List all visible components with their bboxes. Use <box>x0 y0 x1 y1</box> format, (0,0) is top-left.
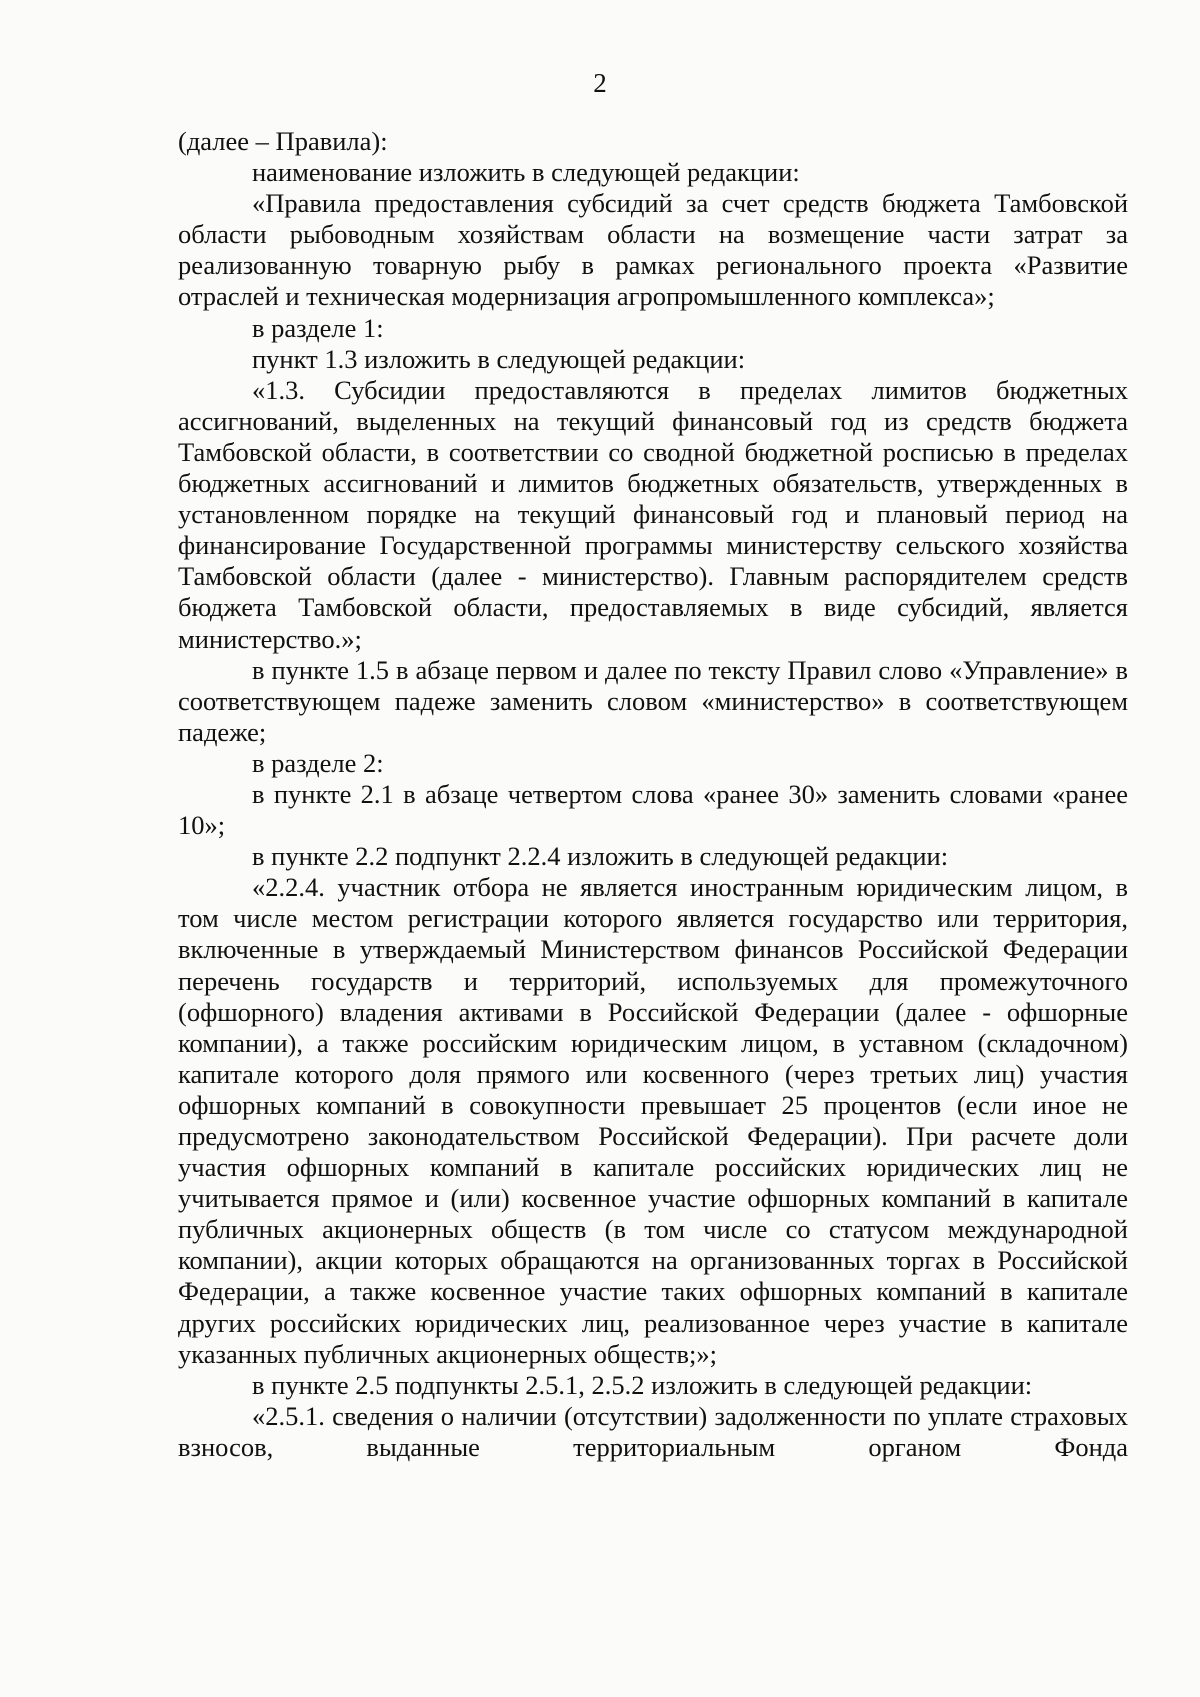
page-number: 2 <box>593 68 607 98</box>
paragraph: в пункте 2.5 подпункты 2.5.1, 2.5.2 изложить в следующей редакции: <box>252 1369 1033 1400</box>
paragraph: в пункте 2.1 в абзаце четвертом слова «ранее 30» заменить словами «ранее 10»; <box>178 778 1128 841</box>
paragraph: «Правила предоставления субсидий за счет средств бюджета Тамбовской области рыбоводным хозяйствам области на возмещение части затрат за реализованную товарную рыбу в рамках регионального проекта «Развитие отраслей и техническая модернизация агропромышленного комплекса»; <box>178 188 1128 312</box>
paragraph: в пункте 1.5 в абзаце первом и далее по тексту Правил слово «Управление» в соответствующем падеже заменить словом «министерство» в соответствующем падеже; <box>178 654 1128 747</box>
paragraph: «2.5.1. сведения о наличии (отсутствии) задолженности по уплате страховых взносов, выданные территориальным органом Фонда <box>178 1400 1128 1462</box>
paragraph: пункт 1.3 изложить в следующей редакции: <box>252 343 746 374</box>
paragraph: наименование изложить в следующей редакции: <box>252 157 800 188</box>
paragraph: «1.3. Субсидии предоставляются в пределах лимитов бюджетных ассигнований, выделенных на текущий финансовый год из средств бюджета Тамбовской области, в соответствии со сводной бюджетной росписью в пределах бюджетных ассигнований и лимитов бюджетных обязательств, утвержденных в установленном порядке на текущий финансовый год и плановый период на финансирование Государственной программы министерству сельского хозяйства Тамбовской области (далее - министерство). Главным распорядителем средств бюджета Тамбовской области, предоставляемых в виде субсидий, является министерство.»; <box>178 374 1128 654</box>
paragraph: в разделе 2: <box>252 747 384 778</box>
paragraph: (далее – Правила): <box>178 126 388 156</box>
paragraph: в пункте 2.2 подпункт 2.2.4 изложить в следующей редакции: <box>252 841 949 872</box>
document-body <box>178 126 1128 1463</box>
paragraph: в разделе 1: <box>252 312 384 343</box>
paragraph: «2.2.4. участник отбора не является иностранным юридическим лицом, в том числе местом регистрации которого является государство или территория, включенные в утверждаемый Министерством финансов Российской Федерации перечень государств и территорий, используемых для промежуточного (офшорного) владения активами в Российской Федерации (далее - офшорные компании), а также российским юридическим лицом, в уставном (складочном) капитале которого доля прямого или косвенного (через третьих лиц) участия офшорных компаний в совокупности превышает 25 процентов (если иное не предусмотрено законодательством Российской Федерации). При расчете доли участия офшорных компаний в капитале российских юридических лиц не учитывается прямое и (или) косвенное участие офшорных компаний в капитале публичных акционерных обществ (в том числе со статусом международной компании), акции которых обращаются на организованных торгах в Российской Федерации, а также косвенное участие таких офшорных компаний в капитале других российских юридических лиц, реализованное через участие в капитале указанных публичных акционерных обществ;»; <box>178 872 1128 1369</box>
